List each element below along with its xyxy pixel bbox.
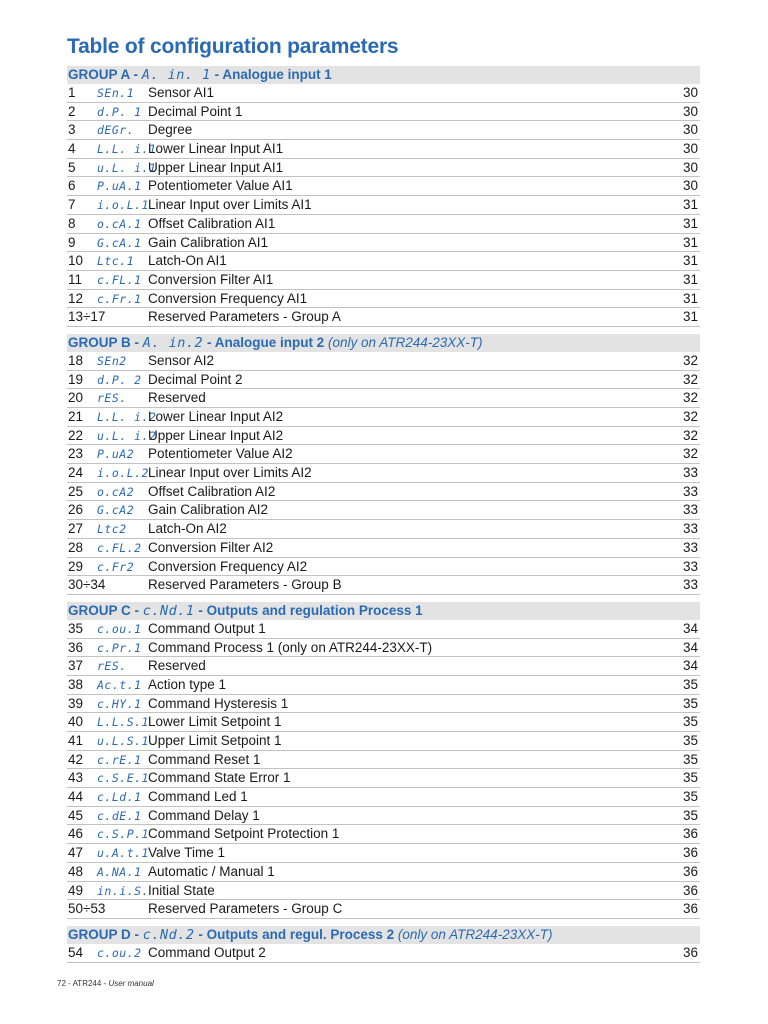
table-row (67, 427, 700, 446)
param-page: 33 (682, 577, 698, 593)
param-page: 32 (682, 427, 698, 443)
param-code: c.Ld.1 (97, 790, 142, 805)
param-code: c.S.E.1 (97, 771, 149, 786)
param-name: Potentiometer Value AI1 (148, 178, 293, 194)
param-code: c.FL.1 (97, 272, 142, 287)
param-code: o.cA2 (97, 484, 135, 499)
table-row (67, 215, 700, 234)
param-number: 54 (68, 944, 84, 960)
param-name: Linear Input over Limits AI2 (148, 465, 312, 481)
table-row (67, 464, 700, 483)
param-page: 32 (682, 409, 698, 424)
param-code: o.cA.1 (97, 216, 142, 231)
param-number: 42 (68, 751, 84, 767)
param-code: d.P. 1 (97, 104, 142, 119)
param-page: 30 (682, 159, 698, 175)
table-row (67, 371, 700, 390)
param-page: 35 (682, 676, 698, 692)
param-code: rES. (97, 391, 127, 406)
param-code: rES. (97, 659, 127, 674)
table-row (67, 252, 700, 271)
param-code: L.L.S.1 (97, 715, 149, 730)
param-name: Command Hysteresis 1 (148, 695, 289, 711)
param-page: 32 (682, 390, 698, 406)
param-name: Upper Linear Input AI1 (148, 159, 284, 175)
param-code: L.L. i.2 (97, 410, 157, 424)
param-name: Decimal Point 2 (148, 371, 243, 387)
param-code: c.S.P.1 (97, 827, 149, 842)
param-page: 30 (682, 122, 698, 138)
param-page: 35 (682, 695, 698, 711)
param-number: 13÷17 (68, 309, 106, 325)
table-row (67, 520, 700, 539)
param-number: 38 (68, 676, 84, 692)
param-code: G.cA2 (97, 503, 135, 518)
param-number: 44 (68, 789, 84, 805)
param-number: 43 (68, 770, 84, 786)
param-code: G.cA.1 (97, 235, 142, 250)
group-name: - Outputs and regulation Process 1 (198, 602, 423, 618)
group-header (67, 602, 700, 620)
param-code: c.Pr.1 (97, 640, 142, 655)
table-row (67, 445, 700, 464)
param-name: Command Output 1 (148, 620, 266, 636)
param-code: c.ou.1 (97, 621, 142, 636)
param-code: d.P. 2 (97, 372, 142, 387)
param-code: c.rE.1 (97, 752, 142, 767)
page-title: Table of configuration parameters (67, 35, 399, 58)
table-row (67, 352, 700, 371)
param-number: 7 (68, 197, 76, 213)
param-number: 50÷53 (68, 901, 106, 917)
table-row (67, 234, 700, 253)
param-name: Initial State (148, 882, 215, 898)
param-number: 37 (68, 658, 84, 674)
param-number: 48 (68, 863, 84, 879)
param-name: Command State Error 1 (148, 770, 291, 786)
group-code: A. in.2 (142, 334, 204, 351)
param-page: 33 (682, 483, 698, 499)
param-number: 21 (68, 409, 84, 424)
param-code: c.ou.2 (97, 945, 142, 960)
param-name: Command Output 2 (148, 944, 266, 960)
param-name: Conversion Frequency AI2 (148, 558, 308, 574)
param-number: 9 (68, 234, 76, 250)
table-row (67, 657, 700, 676)
param-number: 22 (68, 427, 84, 443)
table-row (67, 788, 700, 807)
table-row (67, 713, 700, 732)
parameter-table (67, 66, 700, 963)
footer-manual-label: User manual (108, 979, 154, 988)
table-row (67, 103, 700, 122)
param-page: 33 (682, 558, 698, 574)
param-name: Command Process 1 (only on ATR244-23XX-T) (148, 639, 433, 655)
param-code: L.L. i.1 (97, 142, 157, 157)
param-name: Degree (148, 122, 193, 138)
param-code: u.L.S.1 (97, 734, 149, 748)
table-row (67, 751, 700, 770)
param-code: P.uA2 (97, 447, 135, 462)
param-name: Lower Limit Setpoint 1 (148, 714, 282, 730)
param-page: 36 (682, 863, 698, 879)
param-page: 35 (682, 807, 698, 823)
table-row (67, 639, 700, 658)
param-name: Sensor AI2 (148, 352, 215, 368)
table-row (67, 159, 700, 178)
param-number: 19 (68, 371, 84, 387)
group-note: (only on ATR244-23XX-T) (397, 926, 553, 942)
param-page: 35 (682, 770, 698, 786)
param-name: Latch-On AI1 (148, 253, 227, 269)
footer-page-ref: 72 - ATR244 - (57, 979, 107, 988)
param-code: Ac.t.1 (97, 677, 142, 692)
table-row (67, 900, 700, 919)
param-code: Ltc.1 (97, 254, 135, 269)
table-row (67, 769, 700, 788)
group-code: A. in. 1 (141, 67, 211, 83)
param-code: u.L. i.2 (97, 428, 157, 443)
table-row (67, 620, 700, 639)
param-code: SEn2 (97, 353, 127, 368)
param-number: 2 (68, 103, 76, 119)
param-page: 35 (682, 733, 698, 748)
param-number: 3 (68, 122, 76, 138)
table-row (67, 576, 700, 595)
param-number: 41 (68, 733, 84, 748)
param-name: Latch-On AI2 (148, 521, 227, 537)
table-row (67, 177, 700, 196)
param-number: 5 (68, 159, 76, 175)
group-header (67, 66, 700, 84)
param-code: dEGr. (97, 123, 135, 138)
param-name: Reserved (148, 658, 206, 674)
param-number: 30÷34 (68, 577, 106, 593)
table-row (67, 807, 700, 826)
group-name: - Outputs and regul. Process 2 (198, 926, 395, 942)
param-page: 35 (682, 714, 698, 730)
param-page: 36 (682, 882, 698, 898)
table-row (67, 140, 700, 159)
param-name: Reserved Parameters - Group C (148, 901, 343, 917)
group-label: GROUP A - (68, 67, 139, 82)
param-number: 35 (68, 620, 84, 636)
param-number: 24 (68, 465, 84, 481)
param-page: 35 (682, 751, 698, 767)
param-number: 1 (68, 85, 76, 100)
param-name: Reserved (148, 390, 206, 406)
param-code: in.i.S. (97, 883, 149, 898)
group-header (67, 926, 700, 944)
param-name: Reserved Parameters - Group A (148, 309, 341, 325)
group-name: - Analogue input 1 (214, 67, 332, 82)
param-name: Gain Calibration AI2 (148, 502, 269, 518)
group-name: - Analogue input 2 (206, 334, 325, 350)
param-page: 31 (682, 271, 698, 287)
param-name: Offset Calibration AI2 (148, 483, 276, 499)
param-code: P.uA.1 (97, 179, 142, 194)
param-code: u.A.t.1 (97, 846, 149, 861)
param-number: 46 (68, 826, 84, 842)
table-row (67, 483, 700, 502)
group-label: GROUP D - (68, 926, 140, 942)
param-page: 34 (682, 639, 698, 655)
param-page: 30 (682, 141, 698, 157)
group-header (67, 334, 700, 352)
table-row (67, 882, 700, 901)
table-row (67, 84, 700, 103)
param-name: Command Led 1 (148, 789, 248, 805)
table-row (67, 825, 700, 844)
table-row (67, 732, 700, 751)
param-page: 36 (682, 845, 698, 861)
document-page (67, 30, 700, 963)
table-row (67, 121, 700, 140)
group-note: (only on ATR244-23XX-T) (327, 334, 483, 350)
param-name: Command Setpoint Protection 1 (148, 826, 340, 842)
table-row (67, 196, 700, 215)
param-code: u.L. i.1 (97, 160, 157, 175)
param-page: 36 (682, 901, 698, 917)
param-page: 30 (682, 85, 698, 100)
table-row (67, 290, 700, 309)
param-number: 8 (68, 215, 76, 231)
param-page: 35 (682, 789, 698, 805)
param-number: 25 (68, 483, 84, 499)
table-row (67, 308, 700, 327)
param-page: 36 (682, 944, 698, 960)
table-row (67, 695, 700, 714)
param-code: c.Fr.1 (97, 291, 142, 306)
table-row (67, 389, 700, 408)
param-page: 31 (682, 234, 698, 250)
param-name: Offset Calibration AI1 (148, 215, 276, 231)
param-page: 32 (682, 371, 698, 387)
param-number: 12 (68, 290, 84, 306)
param-page: 32 (682, 446, 698, 462)
param-page: 33 (682, 502, 698, 518)
param-page: 30 (682, 178, 698, 194)
param-page: 33 (682, 539, 698, 555)
param-code: i.o.L.1 (97, 198, 149, 213)
param-name: Decimal Point 1 (148, 103, 243, 119)
param-number: 20 (68, 390, 84, 406)
param-name: Automatic / Manual 1 (148, 863, 275, 879)
param-name: Lower Linear Input AI2 (148, 409, 284, 424)
param-name: Reserved Parameters - Group B (148, 577, 342, 593)
param-name: Sensor AI1 (148, 85, 215, 100)
param-name: Upper Linear Input AI2 (148, 427, 284, 443)
param-code: A.NA.1 (97, 864, 142, 879)
param-number: 10 (68, 253, 84, 269)
param-name: Conversion Filter AI1 (148, 271, 274, 287)
table-row (67, 408, 700, 427)
param-number: 47 (68, 845, 84, 861)
table-row (67, 863, 700, 882)
param-name: Valve Time 1 (148, 845, 226, 861)
param-page: 34 (682, 620, 698, 636)
param-number: 45 (68, 807, 84, 823)
param-number: 4 (68, 141, 76, 157)
param-code: c.HY.1 (97, 696, 142, 711)
param-page: 31 (682, 215, 698, 231)
param-name: Conversion Filter AI2 (148, 539, 274, 555)
param-number: 26 (68, 502, 84, 518)
param-code: c.Fr2 (97, 559, 135, 574)
param-name: Linear Input over Limits AI1 (148, 197, 312, 213)
param-number: 40 (68, 714, 84, 730)
param-page: 31 (682, 309, 698, 325)
table-row (67, 501, 700, 520)
group-label: GROUP C - (68, 602, 140, 618)
group-code: c.Nd.2 (142, 926, 195, 943)
param-page: 36 (682, 826, 698, 842)
param-name: Conversion Frequency AI1 (148, 290, 308, 306)
table-row (67, 271, 700, 290)
param-number: 28 (68, 539, 84, 555)
param-page: 31 (682, 290, 698, 306)
param-number: 29 (68, 558, 84, 574)
param-page: 33 (682, 465, 698, 481)
table-row (67, 844, 700, 863)
table-row (67, 558, 700, 577)
table-row (67, 539, 700, 558)
param-name: Command Reset 1 (148, 751, 261, 767)
param-code: i.o.L.2 (97, 466, 149, 481)
table-row (67, 676, 700, 695)
param-number: 27 (68, 521, 84, 537)
param-name: Potentiometer Value AI2 (148, 446, 293, 462)
param-number: 36 (68, 639, 84, 655)
param-number: 49 (68, 882, 84, 898)
param-page: 33 (682, 521, 698, 537)
param-code: SEn.1 (97, 86, 135, 100)
group-label: GROUP B - (68, 334, 140, 350)
page-footer (57, 979, 154, 988)
param-name: Command Delay 1 (148, 807, 260, 823)
param-code: c.FL.2 (97, 540, 142, 555)
table-row (67, 944, 700, 963)
param-page: 32 (682, 352, 698, 368)
param-page: 31 (682, 197, 698, 213)
param-page: 34 (682, 658, 698, 674)
param-number: 18 (68, 352, 84, 368)
param-number: 23 (68, 446, 84, 462)
param-name: Gain Calibration AI1 (148, 234, 269, 250)
param-number: 11 (68, 271, 83, 287)
param-page: 30 (682, 103, 698, 119)
param-name: Action type 1 (148, 676, 227, 692)
group-code: c.Nd.1 (142, 602, 195, 619)
param-page: 31 (682, 253, 698, 269)
param-name: Upper Limit Setpoint 1 (148, 733, 282, 748)
param-number: 6 (68, 178, 76, 194)
param-code: c.dE.1 (97, 808, 142, 823)
param-code: Ltc2 (97, 522, 127, 537)
param-number: 39 (68, 695, 84, 711)
param-name: Lower Linear Input AI1 (148, 141, 284, 157)
